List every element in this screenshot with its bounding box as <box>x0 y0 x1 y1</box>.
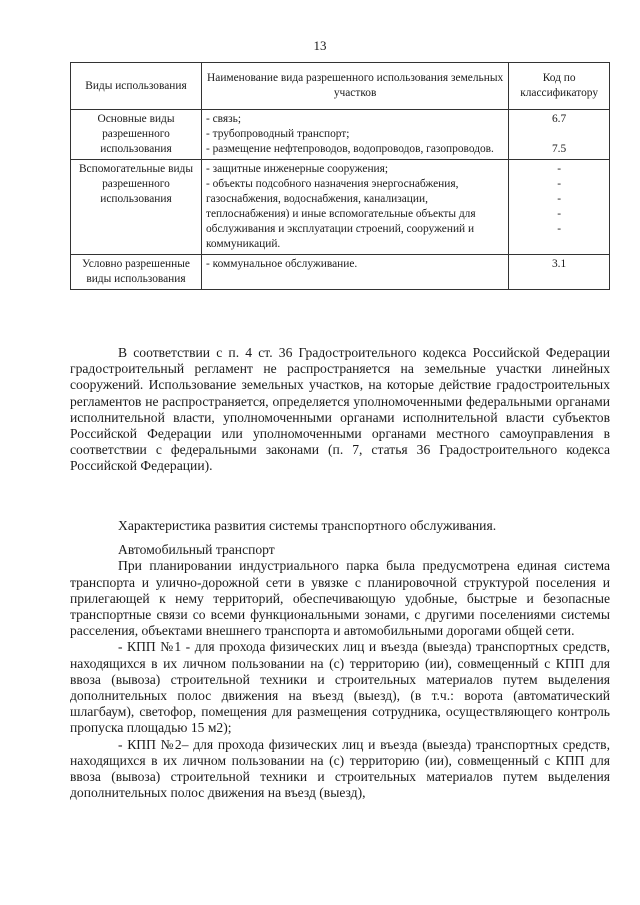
list-item: - трубопроводный транспорт; <box>205 128 350 140</box>
row-use-type: Вспомогательные виды разрешенного использования <box>71 160 202 255</box>
code-value: - <box>557 193 562 205</box>
row-items <box>201 110 508 160</box>
table-header-row <box>71 63 610 110</box>
code-value: 6.7 <box>551 113 567 125</box>
row-codes <box>509 110 610 160</box>
paragraph-legal-basis: В соответствии с п. 4 ст. 36 Градостроительного кодекса Российской Федерации градостроительный регламент не распространяется на земельные участки линейных сооружений. Использование земельных участков, на которые действие градостроительных регламентов не распространяется, определяется уполномоченными федеральными органами исполнительной власти, уполномоченными органами исполнительной власти субъектов Российской Федерации или уполномоченными органами местного самоуправления в соответствии с федеральными законами (п. 7, статья 36 Градостроительного кодекса Российской Федерации). <box>70 345 610 474</box>
body-block-1 <box>70 345 610 475</box>
list-item: - объекты подсобного назначения энергоснабжения, газоснабжения, водоснабжения, канализации, теплоснабжения) и иные вспомогательные объекты для обслуживания и эксплуатации строений, сооружений и коммуникаций. <box>205 178 476 250</box>
paragraph-checkpoint-2: - КПП №2– для прохода физических лиц и въезда (выезда) транспортных средств, находящихся в их личном пользовании на (с) территорию (ии), совмещенный с КПП для ввоза (вывоза) строительной техники и строительных материалов путем выделения дополнительных полос движения на въезд (выезд), <box>70 736 610 801</box>
code-value: - <box>557 223 562 235</box>
row-use-type: Основные виды разрешенного использования <box>71 110 202 160</box>
header-classifier-code: Код по классификатору <box>509 63 610 110</box>
code-value <box>513 127 605 142</box>
land-use-table <box>70 62 610 290</box>
table-row <box>71 110 610 160</box>
list-item: - связь; <box>205 113 241 125</box>
paragraph-checkpoint-1: - КПП №1 - для прохода физических лиц и въезда (выезда) транспортных средств, находящихся в их личном пользовании на (с) территорию (ии), совмещенный с КПП для ввоза (вывоза) строительной техники и строительных материалов путем выделения дополнительных полос движения на въезд (выезд), (в т.ч.: ворота (автоматический шлагбаум), светофор, помещения для размещения сотрудника, осуществляющего контроль пропуска площадью 15 м2); <box>70 639 610 736</box>
paragraph-auto-transport: Автомобильный транспорт <box>118 542 275 558</box>
row-items <box>201 160 508 255</box>
code-value: 3.1 <box>551 258 567 270</box>
list-item: - коммунальное обслуживание. <box>205 258 358 270</box>
code-value: - <box>557 178 562 190</box>
page-number: 13 <box>313 38 327 53</box>
paragraph-planning: При планировании индустриального парка была предусмотрена единая система транспорта и улично-дорожной сети в увязке с планировочной структурой поселения и прилегающей к нему территорий, обеспечивающую удобные, быстрые и безопасные транспортные связи со всеми функциональными зонами, с другими поселениями системы расселения, объектами внешнего транспорта и автомобильными дорогами общей сети. <box>70 558 610 639</box>
header-use-name: Наименование вида разрешенного использования земельных участков <box>201 63 508 110</box>
table-row <box>71 255 610 290</box>
row-codes <box>509 160 610 255</box>
list-item: - защитные инженерные сооружения; <box>205 163 389 175</box>
code-value: 7.5 <box>551 143 567 155</box>
code-value: - <box>557 163 562 175</box>
header-use-type: Виды использования <box>71 63 202 110</box>
row-use-type: Условно разрешенные виды использования <box>71 255 202 290</box>
table-row <box>71 160 610 255</box>
paragraph-transport-heading: Характеристика развития системы транспортного обслуживания. <box>118 518 497 533</box>
code-value: - <box>557 208 562 220</box>
row-items <box>201 255 508 290</box>
body-block-2 <box>70 518 610 801</box>
row-codes <box>509 255 610 290</box>
list-item: - размещение нефтепроводов, водопроводов, газопроводов. <box>205 143 494 155</box>
